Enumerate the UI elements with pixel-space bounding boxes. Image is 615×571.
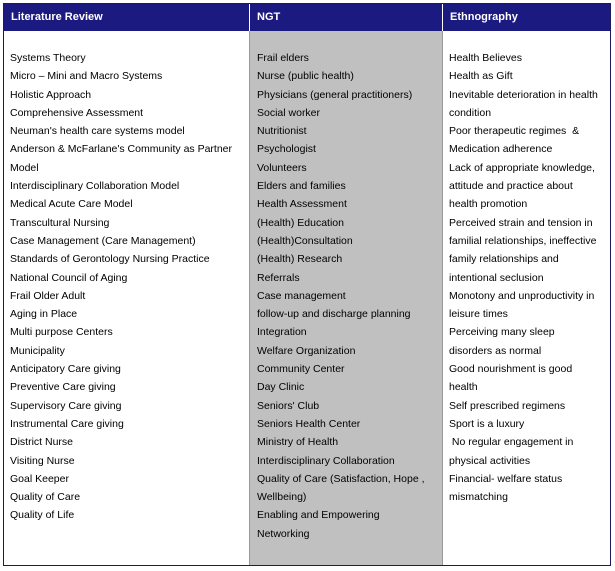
list-item: Holistic Approach [10,88,92,101]
literature-review-column [4,31,250,565]
list-item: familial relationships, ineffective [449,234,597,247]
list-item: Good nourishment is good [449,363,573,376]
list-item: Networking [257,527,310,540]
list-item: Poor therapeutic regimes & [449,125,580,138]
list-item: Day Clinic [257,381,305,394]
list-item: Health Assessment [257,198,347,211]
list-item: Seniors' Club [257,399,320,412]
list-item: (Health)Consultation [257,234,353,247]
list-item: Aging in Place [10,308,78,321]
ngt-column [250,31,443,565]
list-item: District Nurse [10,436,74,449]
list-item: Wellbeing) [257,491,307,504]
list-item: Case management [257,289,346,302]
list-item: Frail elders [257,52,309,64]
list-item: Health as Gift [449,70,513,83]
list-item: Physicians (general practitioners) [257,88,413,101]
list-item: attitude and practice about [449,180,573,193]
concepts-table [3,3,611,566]
header-literature-review: Literature Review [4,4,250,31]
header-ngt: NGT [250,4,443,31]
list-item: Medical Acute Care Model [10,198,133,211]
list-item: Case Management (Care Management) [10,234,196,247]
list-item: family relationships and [449,253,559,266]
list-item: condition [449,106,492,119]
list-item: Standards of Gerontology Nursing Practice [10,253,210,266]
list-item: (Health) Research [257,253,343,266]
list-item: Multi purpose Centers [10,326,113,339]
list-item: Perceived strain and tension in [449,216,593,229]
list-item: (Health) Education [257,216,344,229]
list-item: Self prescribed regimens [449,399,566,412]
list-item: Anticipatory Care giving [10,363,121,376]
list-item: physical activities [449,454,531,467]
header-ethnography: Ethnography [450,11,518,23]
list-item: National Council of Aging [10,271,128,284]
list-item: health promotion [449,198,528,211]
list-item: Frail Older Adult [10,289,86,302]
list-item: Goal Keeper [10,472,69,485]
list-item: Psychologist [257,143,316,156]
list-item: Social worker [257,106,321,119]
ngt-list [257,49,442,543]
list-item: follow-up and discharge planning [257,308,411,321]
list-item: Sport is a luxury [449,417,525,430]
list-item: Comprehensive Assessment [10,106,144,119]
list-item: Enabling and Empowering [257,509,380,522]
list-item: Volunteers [257,161,307,174]
list-item: Visiting Nurse [10,454,75,467]
list-item: Preventive Care giving [10,381,116,394]
list-item: Perceiving many sleep [449,326,555,339]
list-item: Lack of appropriate knowledge, [449,161,595,174]
ethnography-column [443,31,610,565]
table-header-row [4,4,610,31]
list-item: Financial- welfare status [449,472,563,485]
table-body-row [4,31,610,565]
list-item: leisure times [449,308,508,321]
list-item: Transcultural Nursing [10,216,110,229]
list-item: Municipality [10,344,65,357]
list-item: Nurse (public health) [257,70,354,83]
list-item: Quality of Care (Satisfaction, Hope , [257,472,425,485]
list-item: mismatching [449,491,508,504]
list-item: Systems Theory [10,52,86,64]
list-item: Medication adherence [449,143,553,156]
list-item: Integration [257,326,307,339]
list-item: Supervisory Care giving [10,399,122,412]
literature-review-list [10,49,249,525]
list-item: Community Center [257,363,345,376]
list-item: Model [10,161,39,174]
list-item: Nutritionist [257,125,307,138]
list-item: Micro – Mini and Macro Systems [10,70,163,83]
list-item: Anderson & McFarlane's Community as Partner [10,143,233,156]
list-item: Ministry of Health [257,436,339,449]
list-item: Quality of Care [10,491,81,504]
list-item: Seniors Health Center [257,417,361,430]
list-item: Health Believes [449,52,522,64]
list-item: intentional seclusion [449,271,544,284]
list-item: Neuman's health care systems model [10,125,185,138]
list-item: Elders and families [257,180,346,193]
list-item: Inevitable deterioration in health [449,88,598,101]
ethnography-list [449,49,606,506]
list-item: Monotony and unproductivity in [449,289,595,302]
list-item: health [449,381,478,394]
list-item: Interdisciplinary Collaboration [257,454,395,467]
list-item: Quality of Life [10,509,75,522]
list-item: Welfare Organization [257,344,356,357]
list-item: Referrals [257,271,300,284]
list-item: No regular engagement in [449,436,574,449]
list-item: Interdisciplinary Collaboration Model [10,180,180,193]
list-item: Instrumental Care giving [10,417,124,430]
list-item: disorders as normal [449,344,542,357]
